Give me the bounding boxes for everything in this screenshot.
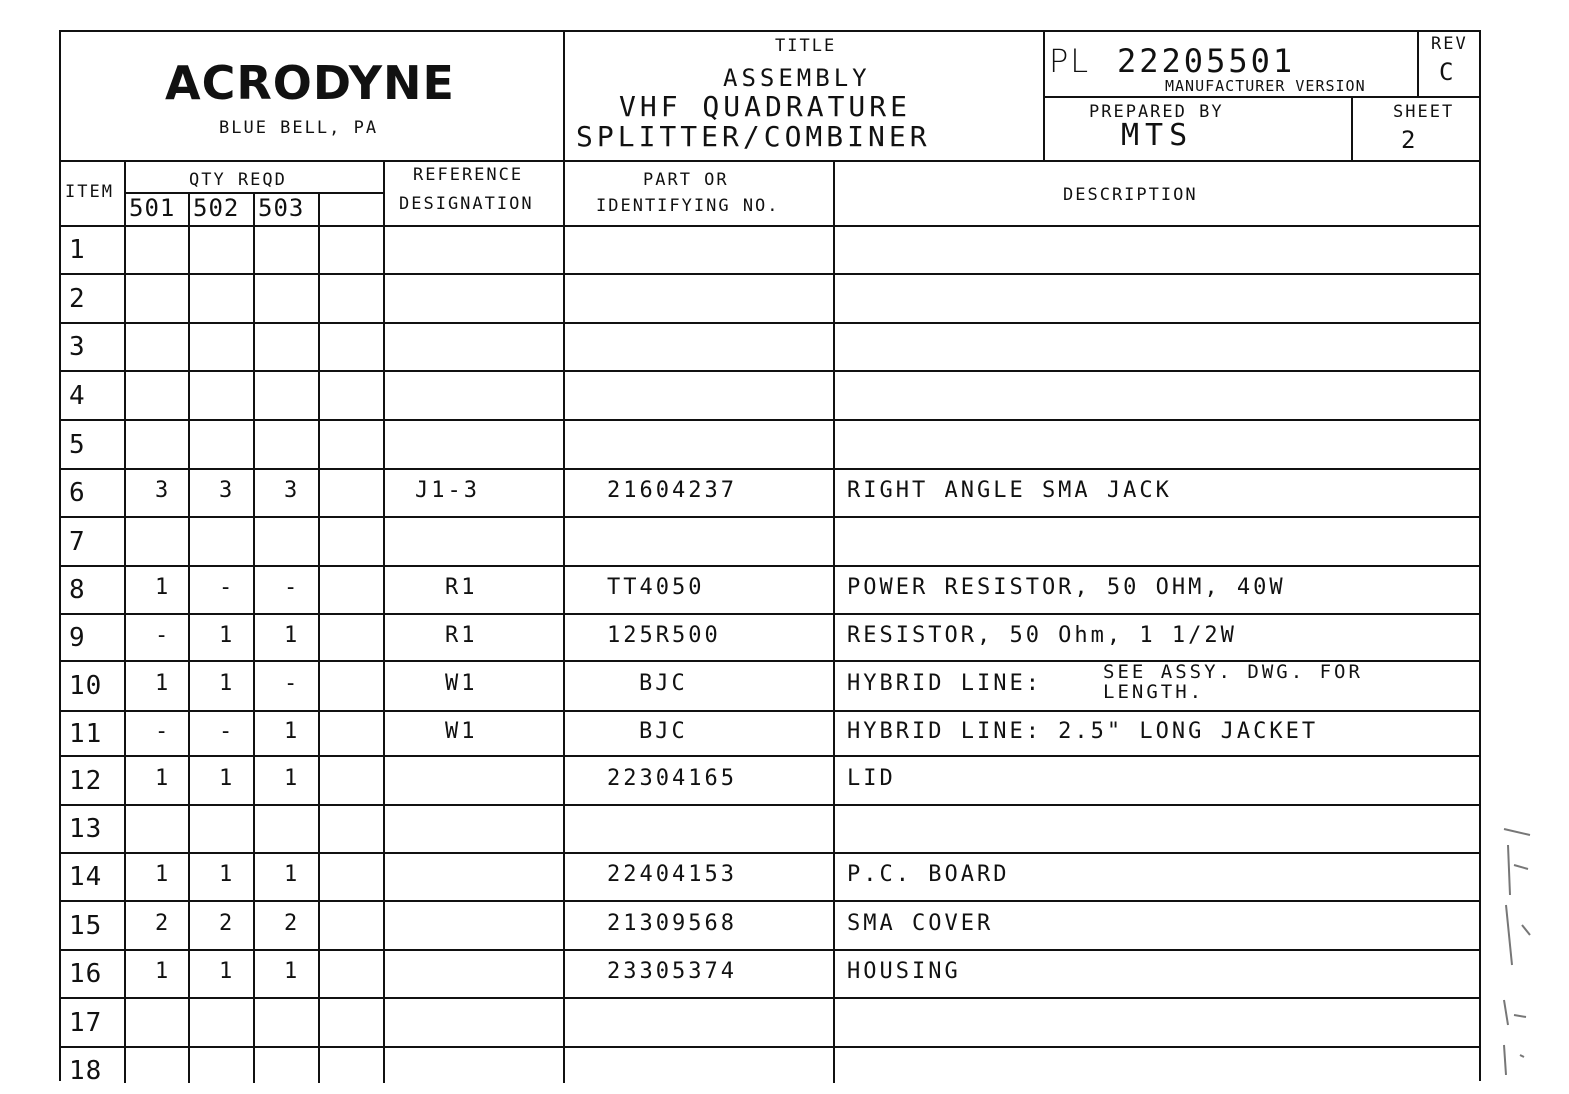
parts-list-sheet (59, 30, 1481, 1086)
description: P.C. BOARD (847, 862, 1010, 887)
item-number: 7 (69, 527, 86, 557)
col-part-line-1: PART OR (643, 170, 729, 190)
title-line-2: VHF QUADRATURE (619, 90, 912, 123)
rev-value: C (1439, 58, 1456, 86)
item-number: 4 (69, 381, 86, 411)
item-number: 1 (69, 235, 86, 265)
qty-502: 3 (219, 478, 236, 503)
manufacturer-version: MANUFACTURER VERSION (1165, 77, 1366, 95)
table-row (61, 997, 1481, 1046)
table-row (61, 322, 1481, 370)
description-note: SEE ASSY. DWG. FOR LENGTH. (1103, 661, 1363, 703)
qty-501: - (155, 719, 172, 744)
qty-501: 1 (155, 766, 172, 791)
item-number: 8 (69, 575, 86, 605)
sheet-value: 2 (1401, 126, 1418, 154)
table-row (61, 1046, 1481, 1094)
part-number: 21604237 (607, 478, 737, 503)
item-number: 16 (69, 959, 103, 989)
qty-501: 2 (155, 911, 172, 936)
table-row (61, 852, 1481, 900)
pl-prefix: PL (1049, 42, 1091, 80)
item-number: 11 (69, 719, 103, 749)
qty-502: - (219, 719, 236, 744)
col-ref-line-2: DESIGNATION (399, 194, 534, 214)
qty-502: 1 (219, 959, 236, 984)
description: SMA COVER (847, 911, 994, 936)
qty-501: 1 (155, 959, 172, 984)
description: HYBRID LINE: (847, 671, 1042, 696)
item-number: 13 (69, 814, 103, 844)
item-number: 2 (69, 284, 86, 314)
part-number: TT4050 (607, 575, 705, 600)
qty-501: 1 (155, 671, 172, 696)
col-qty-reqd: QTY REQD (189, 170, 287, 190)
part-number: 23305374 (607, 959, 737, 984)
company-location: BLUE BELL, PA (219, 118, 379, 138)
qty-503: - (284, 671, 301, 696)
description: RIGHT ANGLE SMA JACK (847, 478, 1172, 503)
description: HOUSING (847, 959, 961, 984)
pl-number: 22205501 (1117, 42, 1296, 80)
rev-label: REV (1431, 34, 1468, 54)
part-number: 21309568 (607, 911, 737, 936)
table-row (61, 613, 1481, 660)
table-row (61, 419, 1481, 468)
part-number: 22304165 (607, 766, 737, 791)
item-number: 14 (69, 862, 103, 892)
table-row (61, 273, 1481, 322)
qty-502: 1 (219, 862, 236, 887)
qty-503: - (284, 575, 301, 600)
qty-502: 1 (219, 766, 236, 791)
part-number: 22404153 (607, 862, 737, 887)
table-row (61, 565, 1481, 613)
qty-502: 1 (219, 623, 236, 648)
table-row (61, 710, 1481, 755)
qty-501: 1 (155, 862, 172, 887)
table-row (61, 660, 1481, 710)
table-row (61, 949, 1481, 997)
col-qty-503: 503 (258, 194, 305, 222)
qty-501: 3 (155, 478, 172, 503)
col-ref-line-1: REFERENCE (413, 165, 524, 185)
item-number: 5 (69, 430, 86, 460)
table-row (61, 225, 1481, 273)
col-item: ITEM (65, 182, 114, 202)
title-line-1: ASSEMBLY (723, 64, 871, 92)
qty-503: 1 (284, 766, 301, 791)
description: RESISTOR, 50 Ohm, 1 1/2W (847, 623, 1237, 648)
reference-designation: J1-3 (415, 478, 480, 503)
description: POWER RESISTOR, 50 OHM, 40W (847, 575, 1286, 600)
sheet-label: SHEET (1393, 102, 1455, 122)
part-number: BJC (639, 671, 688, 696)
reference-designation: R1 (445, 575, 478, 600)
qty-503: 1 (284, 862, 301, 887)
col-qty-501: 501 (129, 194, 176, 222)
qty-501: - (155, 623, 172, 648)
col-description: DESCRIPTION (1063, 185, 1198, 205)
item-number: 12 (69, 766, 103, 796)
item-number: 6 (69, 478, 86, 508)
table-row (61, 468, 1481, 516)
prepared-by-label: PREPARED BY (1089, 102, 1224, 122)
qty-502: - (219, 575, 236, 600)
item-number: 17 (69, 1008, 103, 1038)
qty-503: 3 (284, 478, 301, 503)
qty-502: 1 (219, 671, 236, 696)
qty-503: 2 (284, 911, 301, 936)
description: LID (847, 766, 896, 791)
title-line-3: SPLITTER/COMBINER (576, 120, 931, 153)
part-number: 125R500 (607, 623, 721, 648)
table-row (61, 370, 1481, 419)
item-number: 10 (69, 671, 103, 701)
company-logo: ACRODYNE (165, 56, 455, 110)
qty-503: 1 (284, 719, 301, 744)
description: HYBRID LINE: 2.5" LONG JACKET (847, 719, 1319, 744)
item-number: 9 (69, 623, 86, 653)
qty-503: 1 (284, 959, 301, 984)
reference-designation: R1 (445, 623, 478, 648)
table-row (61, 804, 1481, 852)
prepared-by-value: MTS (1121, 118, 1194, 153)
item-number: 15 (69, 911, 103, 941)
qty-501: 1 (155, 575, 172, 600)
table-row (61, 900, 1481, 949)
table-row (61, 755, 1481, 804)
reference-designation: W1 (445, 719, 478, 744)
item-number: 18 (69, 1056, 103, 1086)
part-number: BJC (639, 719, 688, 744)
qty-503: 1 (284, 623, 301, 648)
qty-502: 2 (219, 911, 236, 936)
col-qty-502: 502 (193, 194, 240, 222)
item-number: 3 (69, 332, 86, 362)
col-part-line-2: IDENTIFYING NO. (596, 196, 780, 216)
title-label: TITLE (775, 36, 837, 56)
reference-designation: W1 (445, 671, 478, 696)
table-row (61, 516, 1481, 565)
margin-marks (1500, 825, 1560, 1075)
